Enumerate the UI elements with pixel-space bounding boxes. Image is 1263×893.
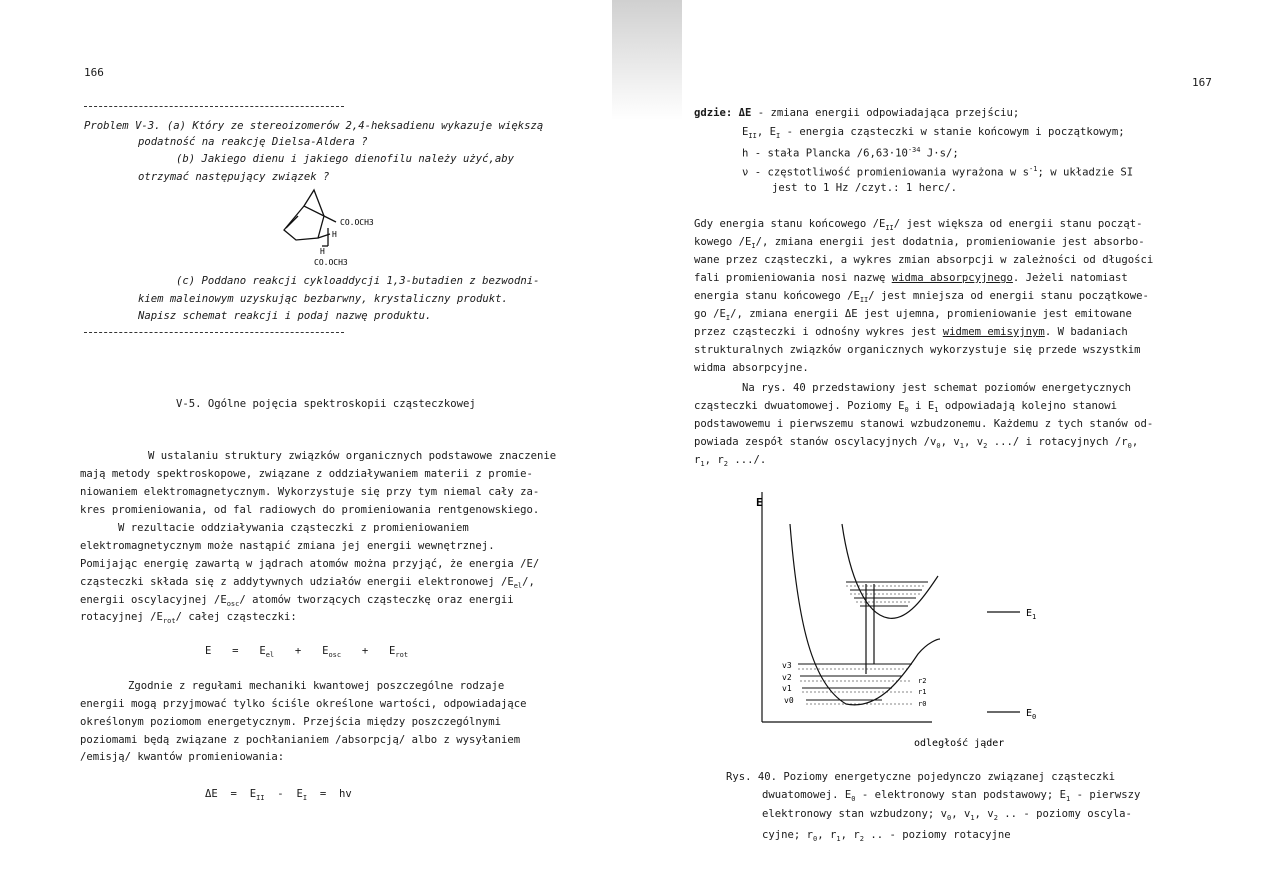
definition-line: jest to 1 Hz /czyt.: 1 herc/. [772, 182, 957, 194]
paragraph-line: energia stanu końcowego $/E_{II}/$ jest mniejsza od energii stanu początkowe- [694, 290, 1149, 305]
equation-planck: $\Delta E = E_{II} - E_I$ = hv [205, 788, 352, 803]
struct-label-bottom: CO.OCH3 [314, 258, 348, 267]
paragraph-line: W rezultacie oddziaływania cząsteczki z promieniowaniem [118, 522, 469, 534]
paragraph-line: Zgodnie z regułami mechaniki kwantowej poszczególne rodzaje [128, 680, 505, 692]
equation-energy-sum: $E = E_{el} + E_{osc} + E_{rot}$ [205, 645, 409, 660]
paragraph-line: określonym poziomom energetycznym. Przejścia między poszczególnymi [80, 716, 501, 728]
section-title: V-5. Ogólne pojęcia spektroskopii cząsteczkowej [176, 398, 476, 410]
energy-levels-figure [742, 484, 1062, 754]
problem-line: kiem maleinowym uzyskując bezbarwny, krystaliczny produkt. [138, 293, 508, 305]
figure-caption: dwuatomowej. $E_0$ - elektronowy stan podstawowy; $E_1$ - pierwszy [762, 789, 1141, 804]
definition-line: $E_{II}$, $E_I$ - energia cząsteczki w stanie końcowym i początkowym; [742, 126, 1125, 141]
paragraph-line: kres promieniowania, od fal radiowych do promieniowania rentgenowskiego. [80, 504, 540, 516]
problem-line: podatność na reakcję Dielsa-Aldera ? [138, 136, 368, 148]
problem-line: (c) Poddano reakcji cykloaddycji 1,3-butadien z bezwodni- [176, 275, 540, 287]
paragraph-line: cząsteczki dwuatomowej. Poziomy $E_0$ i $E_1$ odpowiadają kolejno stanowi [694, 400, 1118, 415]
paragraph-line: powiada zespół stanów oscylacyjnych $/v_0$, $v_1$, $v_2$ .../ i rotacyjnych $/r_0$, [694, 436, 1139, 451]
r0-label: r0 [918, 700, 927, 708]
bridge-bond [304, 190, 324, 216]
paragraph-line: $r_1$, $r_2$ .../. [694, 454, 767, 469]
paragraph-line: fali promieniowania nosi nazwę widma absorpcyjnego. Jeżeli natomiast [694, 272, 1128, 284]
v2-label: v2 [782, 673, 792, 682]
paragraph-line: Na rys. 40 przedstawiony jest schemat poziomów energetycznych [742, 382, 1132, 394]
problem-line: Napisz schemat reakcji i podaj nazwę produktu. [138, 310, 432, 322]
separator-top [84, 106, 344, 107]
paragraph-line: widma absorpcyjne. [694, 362, 809, 374]
paragraph-line: poziomami będą związane z pochłanianiem /absorpcją/ albo z wysyłaniem [80, 734, 521, 746]
page-number: 166 [84, 66, 104, 79]
paragraph-line: przez cząsteczki i odnośny wykres jest widmem emisyjnym. W badaniach [694, 326, 1128, 338]
paragraph-line: elektromagnetycznym może nastąpić zmiana jej energii wewnętrznej. [80, 540, 495, 552]
double-bond [286, 216, 298, 228]
v3-label: v3 [782, 661, 792, 670]
r2-label: r2 [918, 677, 927, 685]
x-axis-label: odległość jąder [914, 738, 1005, 749]
problem-line: (b) Jakiego dienu i jakiego dienofilu należy użyć,aby [176, 153, 515, 165]
substituent-bond [324, 216, 336, 222]
struct-label-h2: H [320, 247, 325, 256]
paragraph-line: W ustalaniu struktury związków organicznych podstawowe znaczenie [148, 450, 557, 462]
page-number: 167 [1192, 76, 1212, 89]
bicyclic-structure-diagram [270, 188, 400, 268]
left-page [0, 0, 631, 893]
r1-label: r1 [918, 688, 927, 696]
paragraph-line: energii mogą przyjmować tylko ściśle określone wartości, odpowiadające [80, 698, 527, 710]
energy-axis-label: E [756, 496, 763, 509]
excited-state-curve [842, 524, 938, 618]
paragraph-line: energii oscylacyjnej $/E_{osc}/$ atomów tworzących cząsteczkę oraz energii [80, 594, 514, 609]
definition-line: h - stała Plancka $/6,63\cdot 10^{-34}$ J·s/; [742, 146, 959, 160]
paragraph-line: Pomijając energię zawartą w jądrach atomów można przyjąć, że energia /E/ [80, 558, 540, 570]
paragraph-line: go $/E_I/$, zmiana energii ΔE jest ujemna, promieniowanie jest emitowane [694, 308, 1132, 323]
paragraph-line: mają metody spektroskopowe, związane z oddziaływaniem materii z promie- [80, 468, 533, 480]
figure-caption: elektronowy stan wzbudzony; $v_0$, $v_1$, $v_2$ .. - poziomy oscyla- [762, 808, 1132, 823]
separator-bottom [84, 332, 344, 333]
struct-label-top: CO.OCH3 [340, 218, 374, 227]
paragraph-line: /emisją/ kwantów promieniowania: [80, 751, 285, 763]
paragraph-line: podstawowemu i pierwszemu stanowi wzbudzonemu. Każdemu z tych stanów od- [694, 418, 1154, 430]
paragraph-line: cząsteczki składa się z addytywnych udziałów energii elektronowej $/E_{el}/$, [80, 576, 535, 591]
figure-caption: Rys. 40. Poziomy energetyczne pojedynczo związanej cząsteczki [726, 771, 1116, 783]
problem-line: otrzymać następujący związek ? [138, 171, 330, 183]
paragraph-line: kowego $/E_I/$, zmiana energii jest dodatnia, promieniowanie jest absorbo- [694, 236, 1145, 251]
problem-line: Problem V-3. (a) Który ze stereoizomerów 2,4-heksadienu wykazuje większą [84, 120, 544, 132]
definition-line: ν - częstotliwość promieniowania wyrażona w $s^{-1}$; w układzie SI [742, 165, 1134, 179]
paragraph-line: rotacyjnej $/E_{rot}/$ całej cząsteczki: [80, 611, 297, 626]
right-page [632, 0, 1263, 893]
struct-label-h1: H [332, 230, 337, 239]
paragraph-line: wane przez cząsteczki, a wykres zmian absorpcji w zależności od długości [694, 254, 1154, 266]
v1-label: v1 [782, 684, 792, 693]
paragraph-line: strukturalnych związków organicznych wykorzystuje się przede wszystkim [694, 344, 1141, 356]
definition-line: gdzie: ΔE - zmiana energii odpowiadająca przejściu; [694, 107, 1020, 119]
paragraph-line: niowaniem elektromagnetycznym. Wykorzystuje się przy tym niemal cały za- [80, 486, 540, 498]
ring-bond [284, 206, 324, 240]
level-E1-label: $E_1$ [1026, 608, 1037, 621]
figure-caption: cyjne; $r_0$, $r_1$, $r_2$ .. - poziomy rotacyjne [762, 829, 1011, 844]
paragraph-line: Gdy energia stanu końcowego $/E_{II}/$ jest większa od energii stanu począt- [694, 218, 1143, 233]
v0-label: v0 [784, 696, 794, 705]
level-E0-label: $E_0$ [1026, 708, 1037, 721]
